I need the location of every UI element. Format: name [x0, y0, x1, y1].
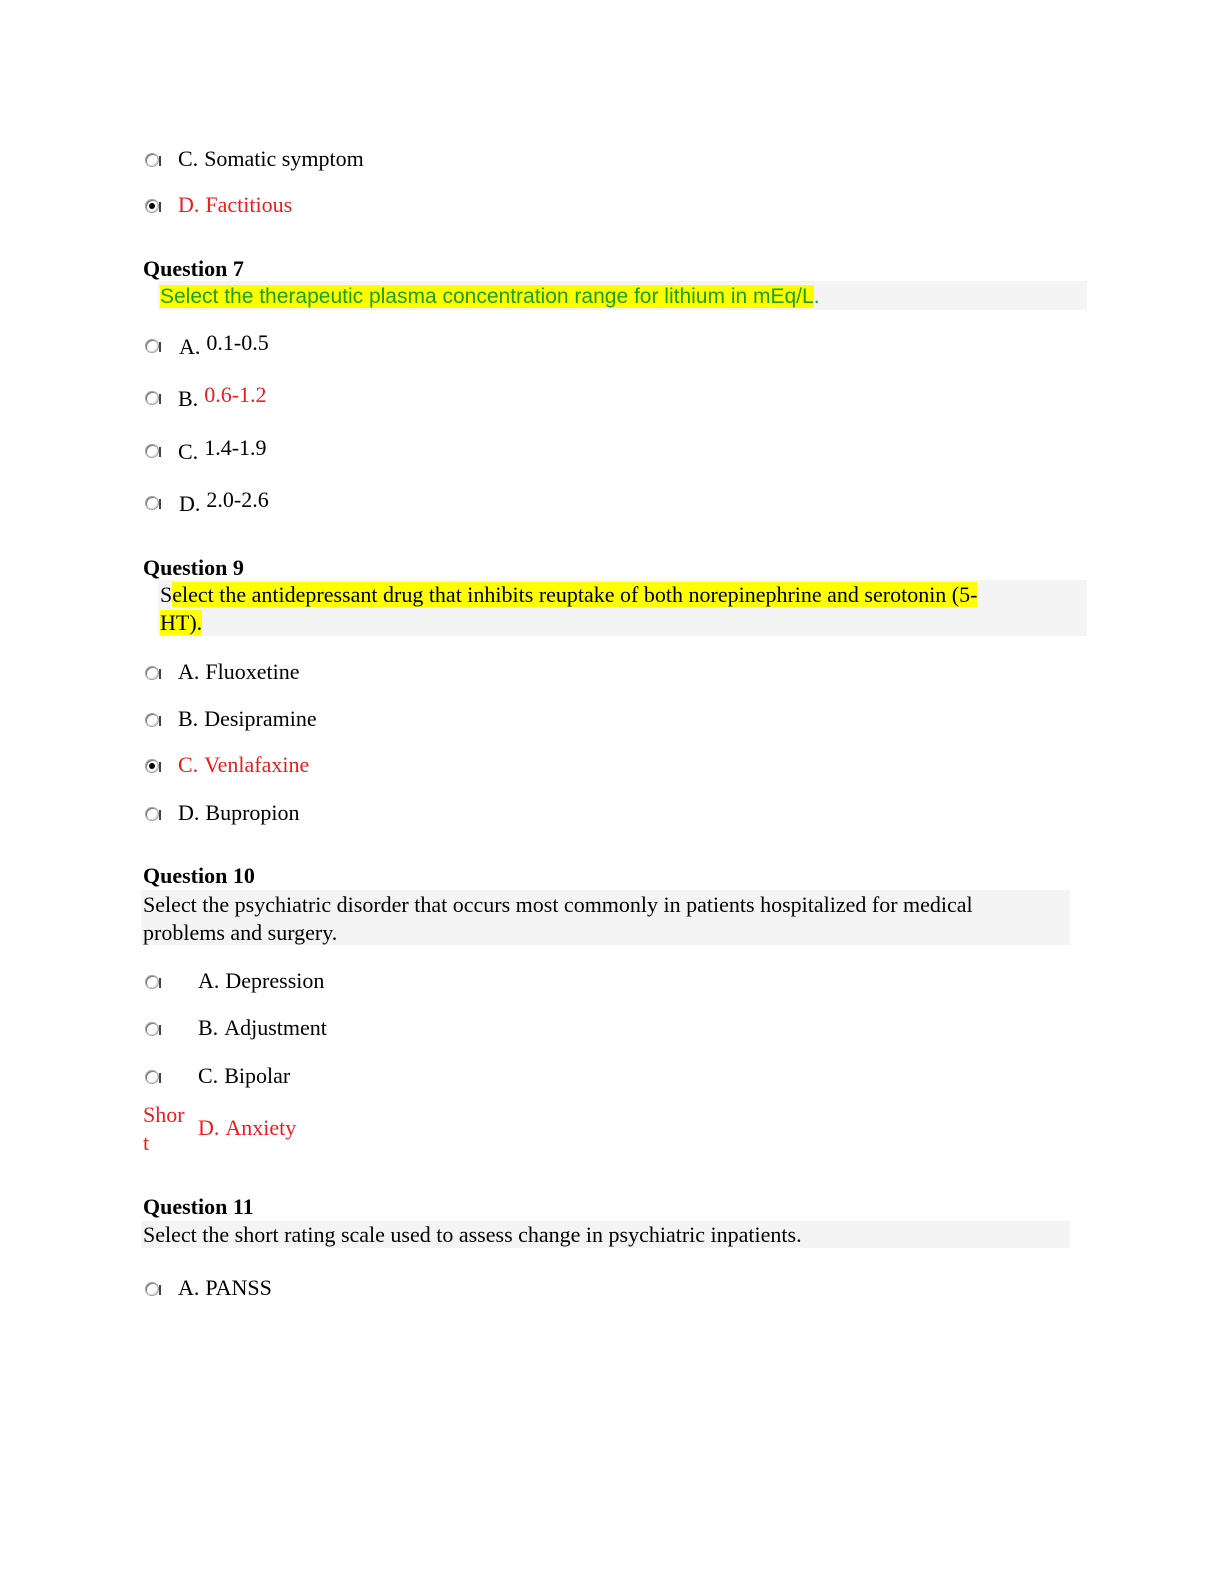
- radio-unchecked-icon[interactable]: [145, 1282, 159, 1296]
- option-letter: C.: [178, 439, 199, 464]
- question-10-prompt: Select the psychiatric disorder that occurs most commonly in patients hospitalized for medical problems and surgery.: [143, 892, 973, 945]
- radio-tick-icon: [159, 716, 161, 726]
- radio-unchecked-icon[interactable]: [145, 496, 159, 510]
- question-7-title: Question 7: [143, 256, 244, 281]
- radio-unchecked-icon[interactable]: [145, 391, 159, 405]
- question-11-title: Question 11: [143, 1194, 254, 1219]
- option-letter: C.: [178, 146, 199, 171]
- radio-unchecked-icon[interactable]: [145, 153, 159, 167]
- question-7-prompt: Select the therapeutic plasma concentration range for lithium in mEq/L.: [160, 285, 820, 308]
- option-letter: A.: [178, 659, 200, 684]
- radio-tick-icon: [159, 202, 161, 212]
- radio-unchecked-icon[interactable]: [145, 666, 159, 680]
- option-text: 0.6-1.2: [204, 382, 267, 407]
- radio-tick-icon: [159, 978, 161, 988]
- option-letter: B.: [198, 1015, 219, 1040]
- question-9-prompt: Select the antidepressant drug that inhibits reuptake of both norepinephrine and serotonin (5- HT).: [160, 582, 978, 635]
- question-11-prompt: Select the short rating scale used to assess change in psychiatric inpatients.: [143, 1222, 802, 1247]
- option-text: Bupropion: [205, 800, 300, 825]
- radio-unchecked-icon[interactable]: [145, 1022, 159, 1036]
- radio-tick-icon: [159, 156, 161, 166]
- option-text: Anxiety: [225, 1115, 297, 1140]
- radio-unchecked-icon[interactable]: [145, 807, 159, 821]
- radio-unchecked-icon[interactable]: [145, 339, 159, 353]
- option-text: 0.1-0.5: [206, 330, 269, 355]
- q10-note: Shor t: [143, 1102, 185, 1155]
- option-letter: D.: [198, 1115, 220, 1140]
- option-text: Somatic symptom: [204, 146, 364, 171]
- option-letter: C.: [178, 752, 199, 777]
- option-text: Venlafaxine: [204, 752, 310, 777]
- radio-tick-icon: [159, 762, 161, 772]
- option-letter: D.: [179, 491, 201, 516]
- option-text: Bipolar: [224, 1063, 291, 1088]
- radio-tick-icon: [159, 447, 161, 457]
- option-letter: A.: [198, 968, 220, 993]
- option-text: Fluoxetine: [205, 659, 300, 684]
- radio-unchecked-icon[interactable]: [145, 975, 159, 989]
- question-10-title: Question 10: [143, 863, 255, 888]
- q10-option-d[interactable]: [198, 1113, 296, 1143]
- radio-tick-icon: [159, 1025, 161, 1035]
- option-text: PANSS: [205, 1275, 272, 1300]
- radio-tick-icon: [159, 499, 161, 509]
- option-text: Adjustment: [224, 1015, 327, 1040]
- option-letter: B.: [178, 386, 199, 411]
- option-letter: A.: [178, 1275, 200, 1300]
- option-text: 1.4-1.9: [204, 435, 267, 460]
- option-text: Depression: [225, 968, 325, 993]
- radio-tick-icon: [159, 669, 161, 679]
- option-letter: A.: [179, 334, 201, 359]
- option-letter: D.: [178, 192, 200, 217]
- option-letter: D.: [178, 800, 200, 825]
- radio-unchecked-icon[interactable]: [145, 713, 159, 727]
- option-letter: B.: [178, 706, 199, 731]
- option-text: 2.0-2.6: [206, 487, 269, 512]
- question-9-title: Question 9: [143, 555, 244, 580]
- option-text: Desipramine: [204, 706, 317, 731]
- radio-tick-icon: [159, 1285, 161, 1295]
- radio-unchecked-icon[interactable]: [145, 444, 159, 458]
- radio-checked-icon[interactable]: [145, 759, 159, 773]
- radio-tick-icon: [159, 394, 161, 404]
- option-text: Factitious: [205, 192, 293, 217]
- radio-unchecked-icon[interactable]: [145, 1070, 159, 1084]
- radio-tick-icon: [159, 342, 161, 352]
- radio-tick-icon: [159, 1073, 161, 1083]
- option-letter: C.: [198, 1063, 219, 1088]
- radio-tick-icon: [159, 810, 161, 820]
- radio-checked-icon[interactable]: [145, 199, 159, 213]
